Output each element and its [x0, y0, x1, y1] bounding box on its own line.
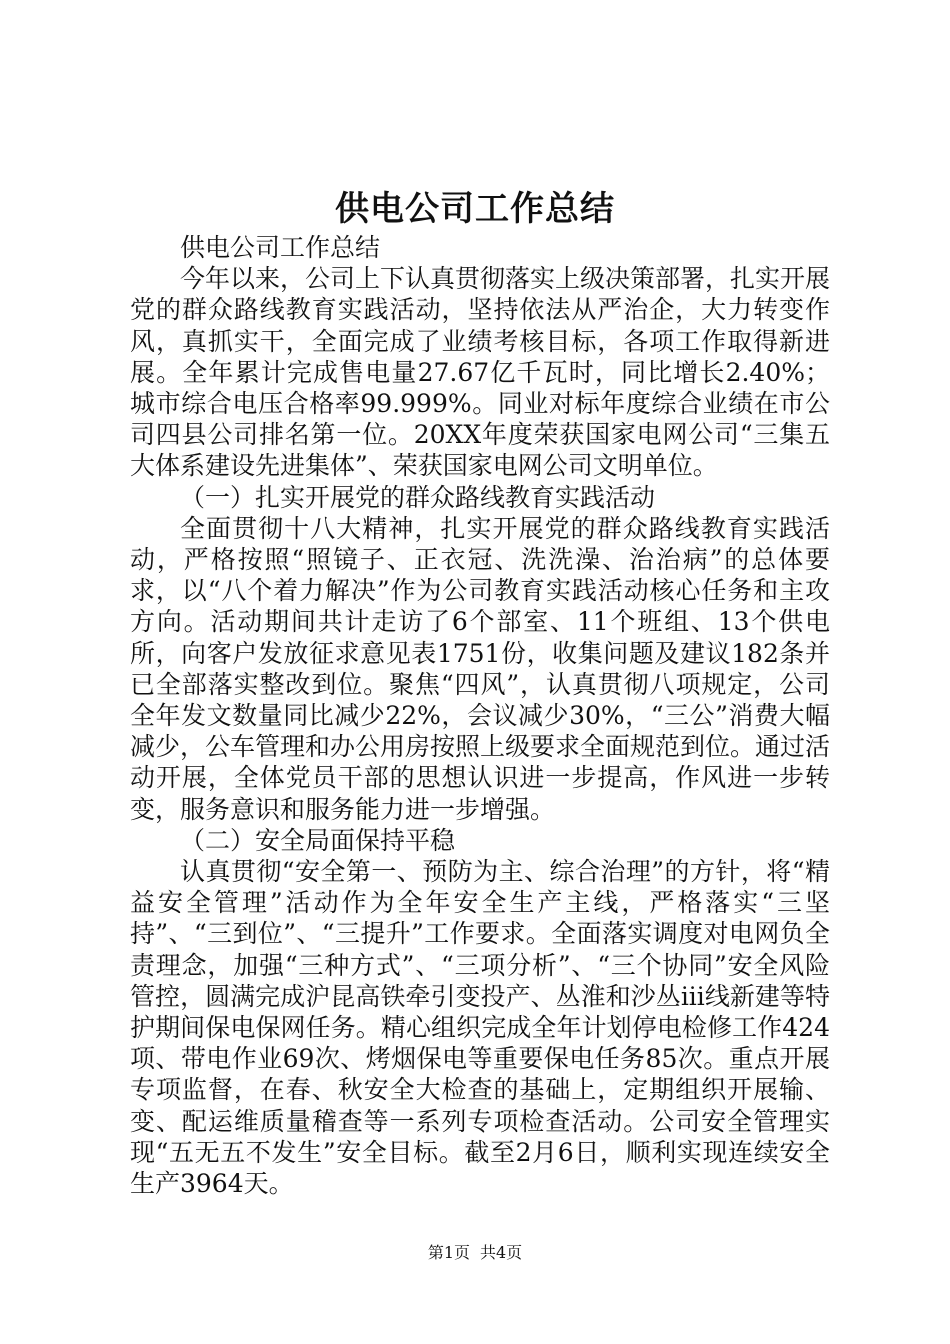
paragraph-section-2: 认真贯彻“安全第一、预防为主、综合治理”的方针，将“精益安全管理”活动作为全年安全生产主线，严格落实“三坚持”、“三到位”、“三提升”工作要求。全面落实调度对电网负全责理念，加强“三种方式”、“三项分析”、“三个协同”安全风险管控，圆满完成沪昆高铁牵引变投产、丛淮和沙丛iii线新建等特护期间保电保网任务。精心组织完成全年计划停电检修工作424项、带电作业69次、烤烟保电等重要保电任务85次。重点开展专项监督，在春、秋安全大检查的基础上，定期组织开展输、变、配运维质量稽查等一系列专项检查活动。公司安全管理实现“五无五不发生”安全目标。截至2月6日，顺利实现连续安全生产3964天。 — [130, 857, 830, 1199]
document-subtitle: 供电公司工作总结 — [180, 233, 381, 262]
paragraph-section-1: 全面贯彻十八大精神，扎实开展党的群众路线教育实践活动，严格按照“照镜子、正衣冠、洗洗澡、治治病”的总体要求，以“八个着力解决”作为公司教育实践活动核心任务和主攻方向。活动期间共计走访了6个部室、11个班组、13个供电所，向客户发放征求意见表1751份，收集问题及建议182条并已全部落实整改到位。聚焦“四风”，认真贯彻八项规定，公司全年发文数量同比减少22%，会议减少30%，“三公”消费大幅减少，公车管理和办公用房按照上级要求全面规范到位。通过活动开展，全体党员干部的思想认识进一步提高，作风进一步转变，服务意识和服务能力进一步增强。 — [130, 513, 831, 824]
page-total: 共4页 — [480, 1243, 523, 1262]
page-number: 第1页 — [427, 1243, 470, 1262]
page-footer — [0, 1243, 950, 1263]
document-title: 供电公司工作总结 — [335, 189, 615, 229]
paragraph-overview: 今年以来，公司上下认真贯彻落实上级决策部署，扎实开展党的群众路线教育实践活动，坚持依法从严治企，大力转变作风，真抓实干，全面完成了业绩考核目标，各项工作取得新进展。全年累计完成售电量27.67亿千瓦时，同比增长2.40%；城市综合电压合格率99.999%。同业对标年度综合业绩在市公司四县公司排名第一位。20XX年度荣获国家电网公司“三集五大体系建设先进集体”、荣获国家电网公司文明单位。 — [130, 264, 831, 481]
document-body — [130, 232, 830, 1199]
section-heading-2: （二）安全局面保持平稳 — [180, 825, 456, 855]
section-heading-1: （一）扎实开展党的群众路线教育实践活动 — [180, 482, 656, 512]
